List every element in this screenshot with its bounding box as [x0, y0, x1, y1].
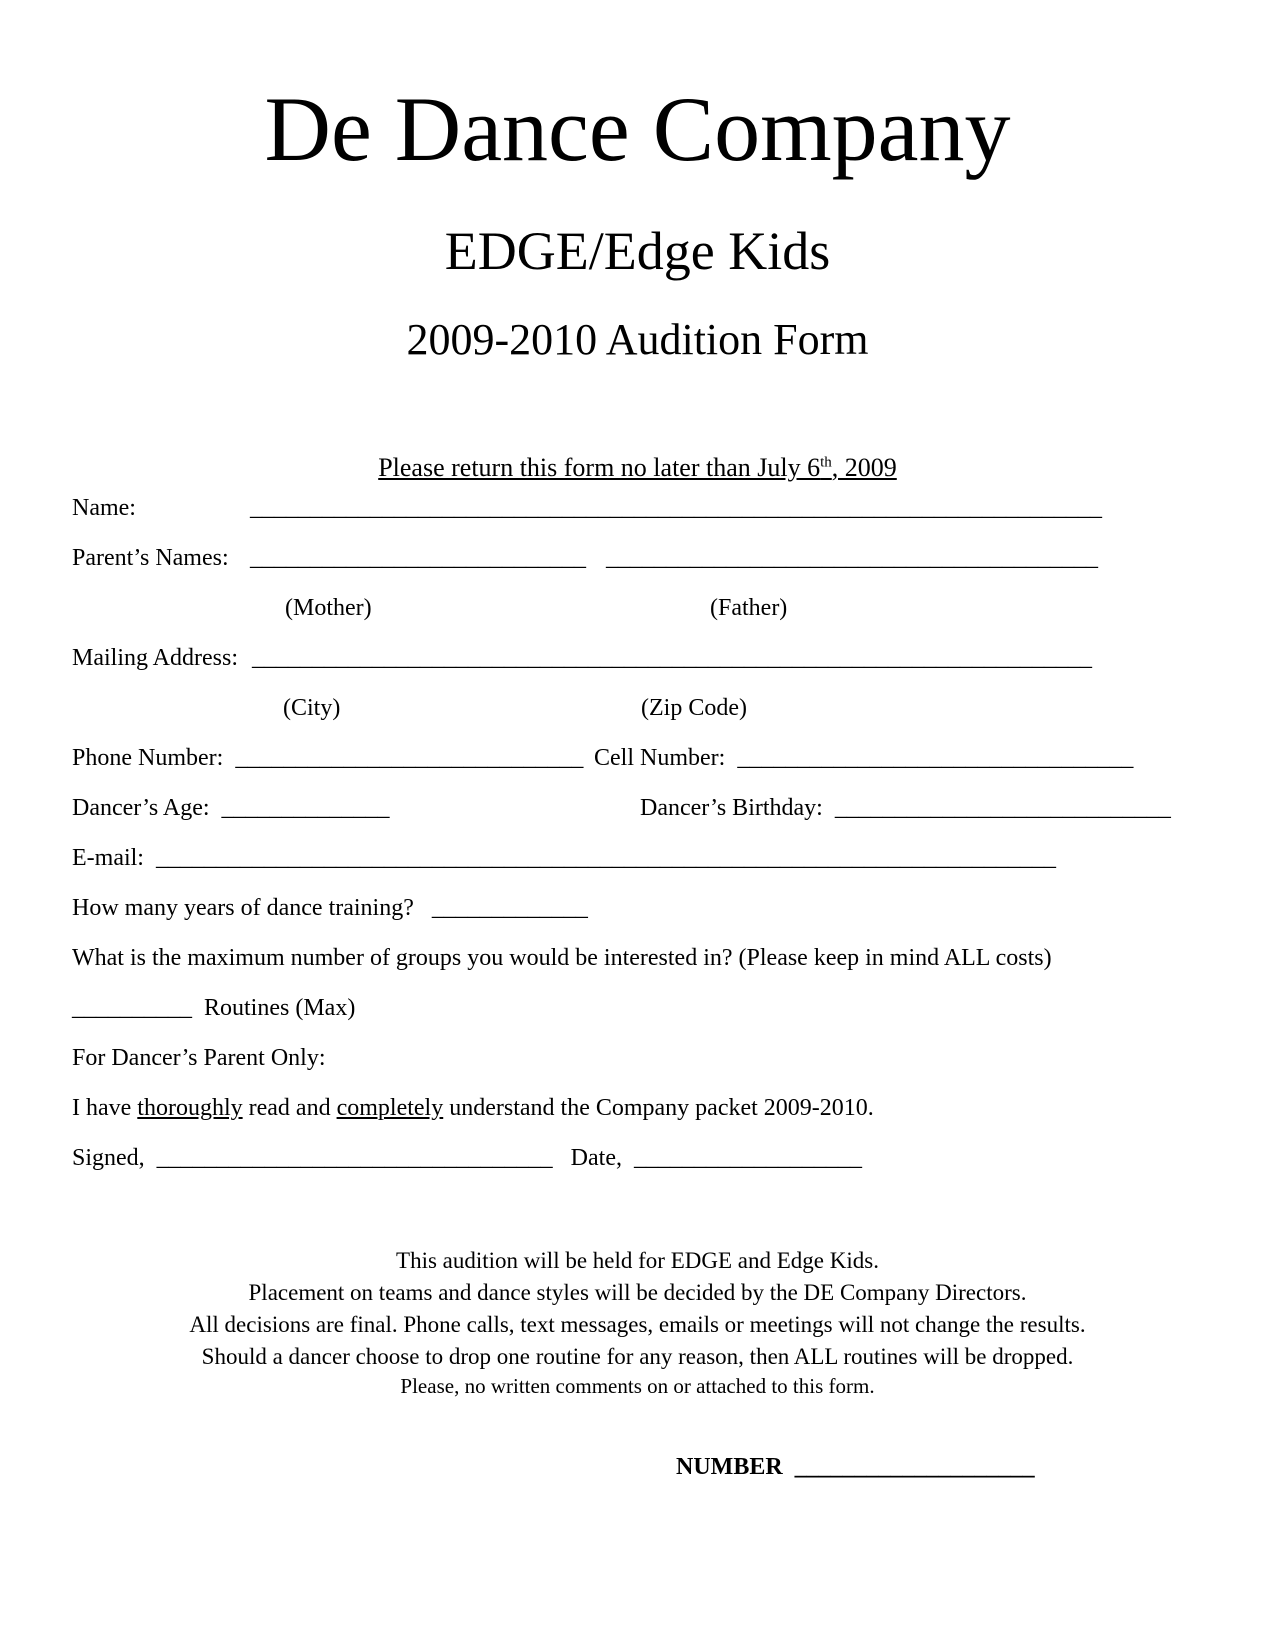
- footer-small-line: Please, no written comments on or attached to this form.: [400, 1374, 875, 1398]
- name-label: Name:: [72, 495, 136, 521]
- mailing-address-row: [72, 633, 1207, 683]
- zip-code-caption: (Zip Code): [641, 695, 747, 721]
- return-deadline-note: [0, 455, 1275, 481]
- groups-question-text: What is the maximum number of groups you would be interested in? (Please keep in mind ALL costs): [72, 945, 1052, 971]
- ack-underlined-completely: completely: [336, 1095, 444, 1121]
- parent-only-row: [72, 1033, 1207, 1083]
- email-blank[interactable]: ___________________________________________________________________________: [155, 845, 1056, 871]
- return-note-before: Please return this form no later than July 6: [378, 453, 821, 482]
- parents-captions-row: [72, 583, 1207, 633]
- ack-part3: understand the Company packet 2009-2010.: [443, 1095, 874, 1121]
- birthday-group: [640, 783, 1171, 833]
- groups-question-row: [72, 933, 1207, 983]
- cell-number-blank[interactable]: _________________________________: [737, 745, 1134, 771]
- phone-number-blank[interactable]: _____________________________: [235, 745, 584, 771]
- mother-name-blank[interactable]: ____________________________: [250, 545, 586, 571]
- date-label: Date,: [570, 1145, 622, 1171]
- cell-group: [594, 733, 1133, 783]
- mailing-address-blank[interactable]: ______________________________________________________________________: [252, 645, 1092, 671]
- footer-line-1: This audition will be held for EDGE and Edge Kids.: [396, 1248, 879, 1273]
- routines-blank[interactable]: __________: [72, 995, 192, 1021]
- name-blank[interactable]: _______________________________________________________________________: [250, 495, 1102, 521]
- email-label: E-mail:: [72, 845, 144, 871]
- page-subtitle: EDGE/Edge Kids: [444, 221, 831, 281]
- routines-row: [72, 983, 1207, 1033]
- training-blank[interactable]: _____________: [431, 895, 588, 921]
- form-body: [72, 483, 1207, 1183]
- number-label: NUMBER: [676, 1454, 783, 1480]
- phone-row: [72, 733, 1207, 783]
- footer-line-3: All decisions are final. Phone calls, text messages, emails or meetings will not change the results.: [189, 1312, 1086, 1337]
- form-title: 2009-2010 Audition Form: [406, 315, 869, 364]
- mailing-address-label: Mailing Address:: [72, 645, 238, 671]
- number-blank[interactable]: ____________________: [794, 1454, 1035, 1480]
- signed-row: [72, 1133, 1207, 1183]
- footer-line-4: Should a dancer choose to drop one routine for any reason, then ALL routines will be dropped.: [201, 1344, 1074, 1369]
- dancer-birthday-label: Dancer’s Birthday:: [640, 795, 823, 821]
- city-caption: (City): [283, 695, 341, 721]
- dancer-birthday-blank[interactable]: ____________________________: [834, 795, 1171, 821]
- cell-number-label: Cell Number:: [594, 745, 726, 771]
- date-blank[interactable]: ___________________: [633, 1145, 862, 1171]
- signed-blank[interactable]: _________________________________: [156, 1145, 553, 1171]
- ack-part1: I have: [72, 1095, 138, 1121]
- mother-caption: (Mother): [285, 595, 372, 621]
- dancer-age-label: Dancer’s Age:: [72, 795, 210, 821]
- footer-line-2: Placement on teams and dance styles will be decided by the DE Company Directors.: [248, 1280, 1027, 1305]
- email-row: [72, 833, 1207, 883]
- number-row: [676, 1452, 1035, 1482]
- dancer-age-blank[interactable]: ______________: [221, 795, 390, 821]
- parents-names-row: [72, 533, 1207, 583]
- age-birthday-row: [72, 783, 1207, 833]
- ack-part2: read and: [242, 1095, 337, 1121]
- page-title: De Dance Company: [264, 78, 1011, 180]
- name-row: [72, 483, 1207, 533]
- phone-number-label: Phone Number:: [72, 745, 224, 771]
- address-captions-row: [72, 683, 1207, 733]
- father-caption: (Father): [710, 595, 788, 621]
- ack-underlined-thoroughly: thoroughly: [137, 1095, 243, 1121]
- return-note-after: , 2009: [831, 453, 897, 482]
- return-deadline-text: [378, 453, 897, 482]
- routines-label: Routines (Max): [204, 995, 356, 1021]
- training-question-label: How many years of dance training?: [72, 895, 414, 921]
- parent-only-text: For Dancer’s Parent Only:: [72, 1045, 326, 1071]
- footer-notice: [0, 1245, 1275, 1400]
- acknowledgement-row: [72, 1083, 1207, 1133]
- training-row: [72, 883, 1207, 933]
- return-note-superscript: th: [820, 454, 832, 471]
- father-name-blank[interactable]: _________________________________________: [606, 545, 1098, 571]
- parents-names-label: Parent’s Names:: [72, 545, 229, 571]
- signed-label: Signed,: [72, 1145, 145, 1171]
